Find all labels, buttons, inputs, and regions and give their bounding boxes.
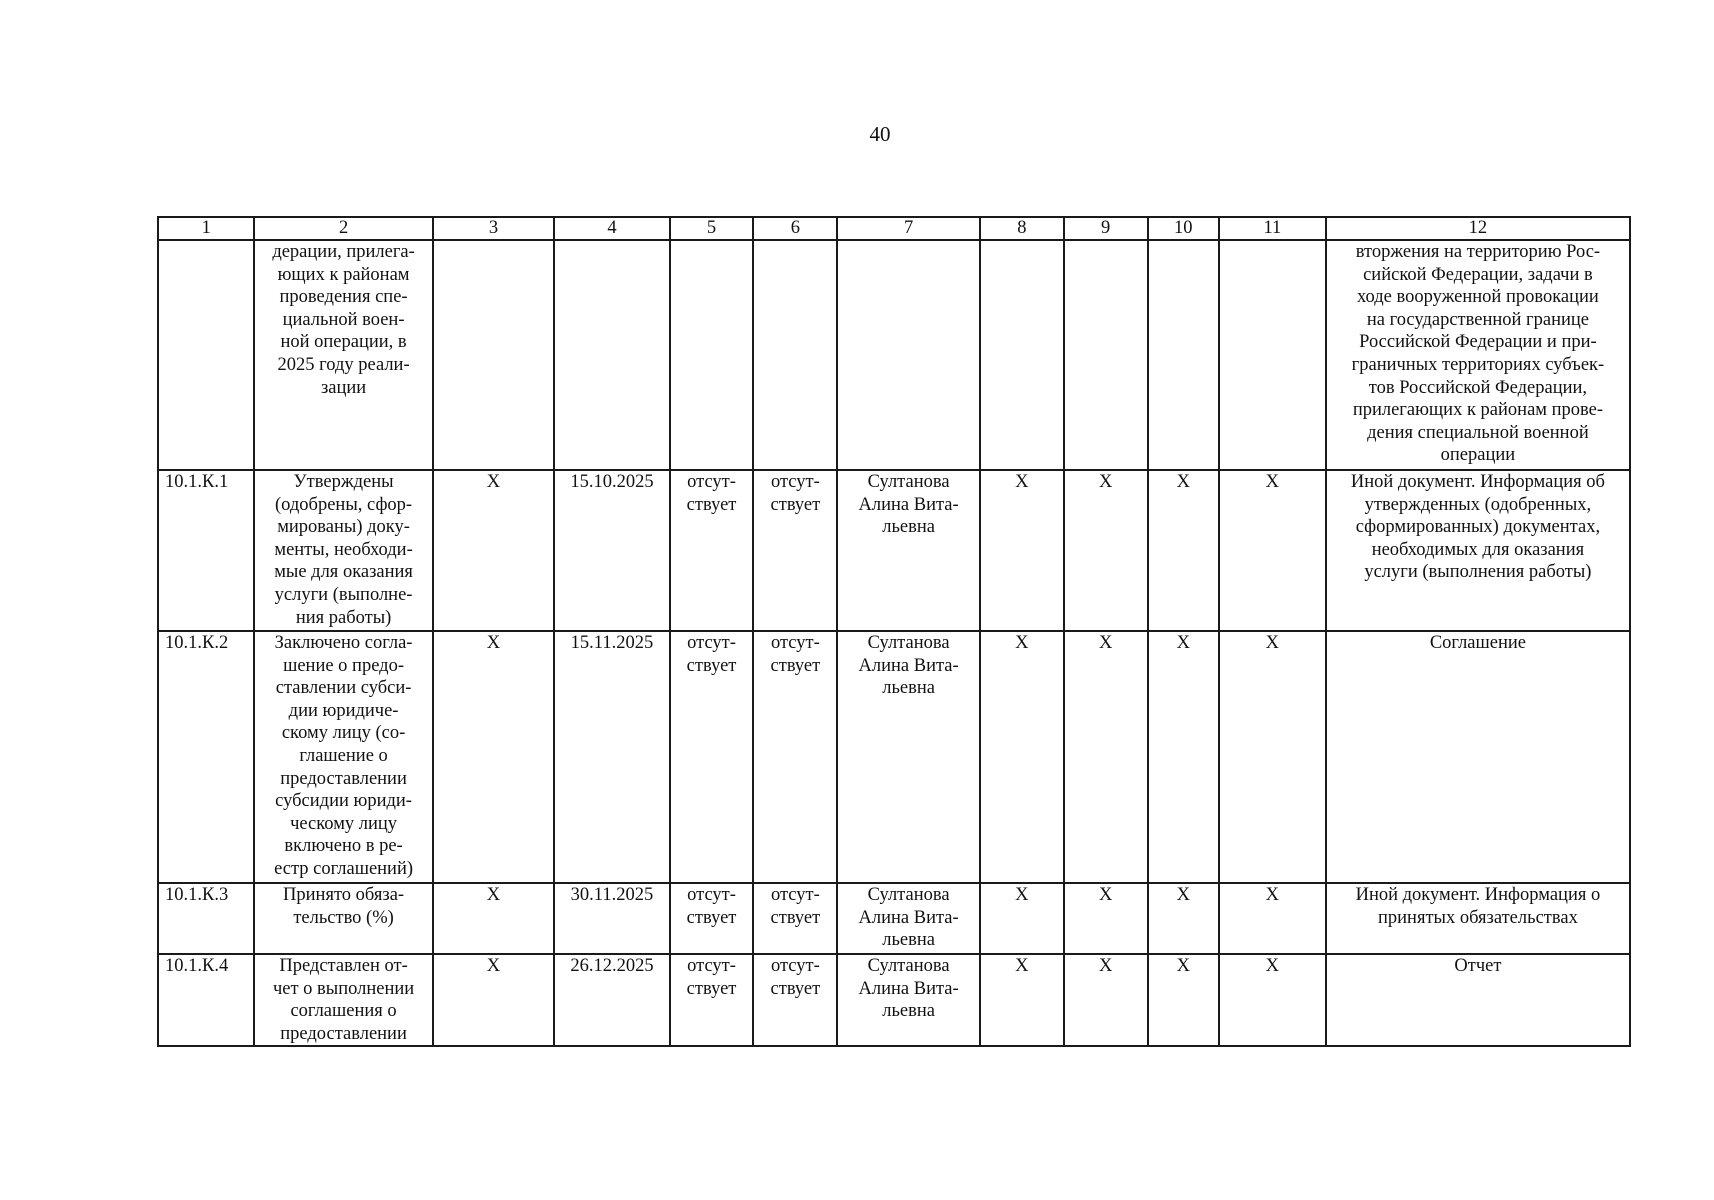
cell-line: услуги (выполнения работы) bbox=[1364, 562, 1592, 583]
cell-line: (одобрены, сфор- bbox=[275, 494, 413, 515]
cell-line: операции bbox=[1440, 445, 1516, 466]
col5-cell bbox=[670, 883, 754, 954]
table-row bbox=[158, 470, 1630, 631]
date-cell: 30.11.2025 bbox=[554, 883, 669, 954]
cell-line: тельство (%) bbox=[293, 907, 394, 928]
cell-line: менты, необходи- bbox=[274, 539, 413, 560]
cell-line: ствует bbox=[686, 907, 737, 928]
document-cell bbox=[1326, 954, 1630, 1046]
column-number-row bbox=[158, 217, 1630, 240]
cell-line: ствует bbox=[770, 978, 821, 999]
cell-line: скому лицу (со- bbox=[281, 723, 406, 744]
cell-line: ния работы) bbox=[295, 607, 392, 628]
col5-cell bbox=[670, 631, 754, 883]
cell-line: циальной воен- bbox=[282, 309, 405, 330]
cell-line: Соглашение bbox=[1429, 633, 1526, 653]
col5-cell bbox=[670, 240, 754, 470]
cell-line: предоставлении bbox=[280, 1023, 407, 1044]
cell-line: льевна bbox=[882, 517, 935, 538]
cell-line: Султанова bbox=[867, 633, 950, 653]
col6-cell bbox=[753, 954, 837, 1046]
table-row bbox=[158, 240, 1630, 470]
cell-line: Утверждены bbox=[293, 472, 394, 492]
col11-cell: X bbox=[1219, 631, 1326, 883]
responsible-cell bbox=[837, 240, 980, 470]
cell-line: Султанова bbox=[867, 472, 950, 492]
cell-line: дения специальной военной bbox=[1367, 422, 1589, 443]
column-number: 8 bbox=[980, 217, 1064, 240]
cell-line: сийской Федерации, задачи в bbox=[1363, 264, 1593, 285]
col11-cell: X bbox=[1219, 470, 1326, 631]
col9-cell: X bbox=[1064, 883, 1148, 954]
cell-line: Заключено согла- bbox=[274, 633, 413, 653]
col8-cell: X bbox=[980, 883, 1064, 954]
cell-line: отсут- bbox=[687, 633, 736, 653]
col8-cell bbox=[980, 240, 1064, 470]
col9-cell: X bbox=[1064, 954, 1148, 1046]
cell-line: шение о предо- bbox=[283, 655, 405, 676]
col6-cell bbox=[753, 240, 837, 470]
cell-line: Принято обяза- bbox=[283, 885, 405, 905]
row-code-cell: 10.1.К.3 bbox=[158, 883, 254, 954]
col3-cell: X bbox=[433, 883, 555, 954]
column-number: 3 bbox=[433, 217, 555, 240]
date-cell: 26.12.2025 bbox=[554, 954, 669, 1046]
cell-line: на государственной границе bbox=[1366, 309, 1589, 330]
cell-line: Иной документ. Информация о bbox=[1355, 885, 1601, 905]
cell-line: естр соглашений) bbox=[274, 858, 414, 879]
column-number: 1 bbox=[158, 217, 254, 240]
cell-line: услуги (выполне- bbox=[274, 584, 413, 605]
column-number: 11 bbox=[1219, 217, 1326, 240]
cell-line: ческому лицу bbox=[290, 813, 398, 834]
cell-line: ствует bbox=[686, 494, 737, 515]
table-body bbox=[158, 240, 1630, 1046]
cell-line: сформированных) документах, bbox=[1355, 517, 1601, 538]
col3-cell: X bbox=[433, 954, 555, 1046]
cell-line: ствует bbox=[686, 978, 737, 999]
cell-line: отсут- bbox=[687, 472, 736, 492]
row-code-cell bbox=[158, 240, 254, 470]
cell-line: зации bbox=[320, 377, 367, 398]
col8-cell: X bbox=[980, 631, 1064, 883]
cell-line: Султанова bbox=[867, 956, 950, 976]
cell-line: ходе вооруженной провокации bbox=[1356, 287, 1599, 308]
document-cell bbox=[1326, 470, 1630, 631]
cell-line: вторжения на территорию Рос- bbox=[1355, 242, 1601, 262]
cell-line: предоставлении bbox=[280, 768, 407, 789]
cell-line: льевна bbox=[882, 930, 935, 951]
page-number: 40 bbox=[869, 122, 891, 146]
date-cell bbox=[554, 240, 669, 470]
row-code-cell: 10.1.К.4 bbox=[158, 954, 254, 1046]
event-name-cell bbox=[254, 883, 432, 954]
cell-line: включено в ре- bbox=[284, 836, 403, 857]
cell-line: чет о выполнении bbox=[272, 978, 415, 999]
row-code-cell: 10.1.К.2 bbox=[158, 631, 254, 883]
cell-line: граничных территориях субъек- bbox=[1351, 354, 1605, 375]
cell-line: Султанова bbox=[867, 885, 950, 905]
col6-cell bbox=[753, 631, 837, 883]
col9-cell: X bbox=[1064, 631, 1148, 883]
event-name-cell bbox=[254, 240, 432, 470]
responsible-cell bbox=[837, 470, 980, 631]
cell-line: Алина Вита- bbox=[858, 907, 959, 928]
document-cell bbox=[1326, 240, 1630, 470]
col10-cell: X bbox=[1148, 883, 1219, 954]
cell-line: Представлен от- bbox=[279, 956, 408, 976]
cell-line: отсут- bbox=[770, 472, 820, 492]
cell-line: необходимых для оказания bbox=[1371, 539, 1585, 560]
table-row bbox=[158, 631, 1630, 883]
cell-line: дии юридиче- bbox=[288, 700, 399, 721]
column-number: 9 bbox=[1064, 217, 1148, 240]
cell-line: льевна bbox=[882, 1001, 935, 1022]
cell-line: отсут- bbox=[687, 956, 736, 976]
document-cell bbox=[1326, 883, 1630, 954]
cell-line: ствует bbox=[770, 655, 821, 676]
cell-line: прилегающих к районам прове- bbox=[1352, 400, 1604, 421]
cell-line: Алина Вита- bbox=[858, 978, 959, 999]
col5-cell bbox=[670, 954, 754, 1046]
col8-cell: X bbox=[980, 954, 1064, 1046]
date-cell: 15.11.2025 bbox=[554, 631, 669, 883]
cell-line: тов Российской Федерации, bbox=[1368, 377, 1588, 398]
cell-line: Иной документ. Информация об bbox=[1350, 472, 1605, 492]
cell-line: отсут- bbox=[770, 956, 820, 976]
cell-line: ствует bbox=[686, 655, 737, 676]
responsible-cell bbox=[837, 631, 980, 883]
row-code-cell: 10.1.К.1 bbox=[158, 470, 254, 631]
column-number: 6 bbox=[753, 217, 837, 240]
column-number: 12 bbox=[1326, 217, 1630, 240]
column-number: 4 bbox=[554, 217, 669, 240]
event-name-cell bbox=[254, 954, 432, 1046]
cell-line: отсут- bbox=[770, 885, 820, 905]
col11-cell: X bbox=[1219, 883, 1326, 954]
col11-cell: X bbox=[1219, 954, 1326, 1046]
event-name-cell bbox=[254, 631, 432, 883]
event-name-cell bbox=[254, 470, 432, 631]
col6-cell bbox=[753, 470, 837, 631]
col8-cell: X bbox=[980, 470, 1064, 631]
col6-cell bbox=[753, 883, 837, 954]
col9-cell: X bbox=[1064, 470, 1148, 631]
cell-line: 2025 году реали- bbox=[277, 354, 410, 375]
cell-line: субсидии юриди- bbox=[275, 791, 412, 812]
column-number: 7 bbox=[837, 217, 980, 240]
cell-line: отсут- bbox=[687, 885, 736, 905]
col10-cell: X bbox=[1148, 631, 1219, 883]
cell-line: глашение о bbox=[299, 745, 388, 766]
col5-cell bbox=[670, 470, 754, 631]
col3-cell: X bbox=[433, 631, 555, 883]
cell-line: соглашения о bbox=[290, 1001, 397, 1022]
cell-line: ющих к районам bbox=[277, 264, 410, 285]
cell-line: Алина Вита- bbox=[858, 655, 959, 676]
col9-cell bbox=[1064, 240, 1148, 470]
col3-cell: X bbox=[433, 470, 555, 631]
plan-table bbox=[157, 216, 1631, 1047]
column-number: 10 bbox=[1148, 217, 1219, 240]
cell-line: Отчет bbox=[1454, 956, 1502, 976]
cell-line: мированы) доку- bbox=[277, 517, 410, 538]
responsible-cell bbox=[837, 883, 980, 954]
column-number: 2 bbox=[254, 217, 432, 240]
col10-cell bbox=[1148, 240, 1219, 470]
col3-cell bbox=[433, 240, 555, 470]
table-row bbox=[158, 883, 1630, 954]
cell-line: ной операции, в bbox=[280, 332, 407, 353]
col11-cell bbox=[1219, 240, 1326, 470]
cell-line: утвержденных (одобренных, bbox=[1364, 494, 1592, 515]
cell-line: дерации, прилега- bbox=[272, 242, 415, 262]
table-row bbox=[158, 954, 1630, 1046]
date-cell: 15.10.2025 bbox=[554, 470, 669, 631]
col10-cell: X bbox=[1148, 470, 1219, 631]
column-number: 5 bbox=[670, 217, 754, 240]
cell-line: принятых обязательствах bbox=[1378, 907, 1578, 928]
cell-line: ствует bbox=[770, 494, 821, 515]
cell-line: ставлении субси- bbox=[275, 678, 412, 699]
cell-line: отсут- bbox=[770, 633, 820, 653]
document-cell bbox=[1326, 631, 1630, 883]
cell-line: мые для оказания bbox=[274, 562, 413, 583]
cell-line: льевна bbox=[882, 678, 935, 699]
cell-line: ствует bbox=[770, 907, 821, 928]
cell-line: проведения спе- bbox=[279, 287, 408, 308]
col10-cell: X bbox=[1148, 954, 1219, 1046]
cell-line: Алина Вита- bbox=[858, 494, 959, 515]
cell-line: Российской Федерации и при- bbox=[1359, 332, 1597, 353]
responsible-cell bbox=[837, 954, 980, 1046]
